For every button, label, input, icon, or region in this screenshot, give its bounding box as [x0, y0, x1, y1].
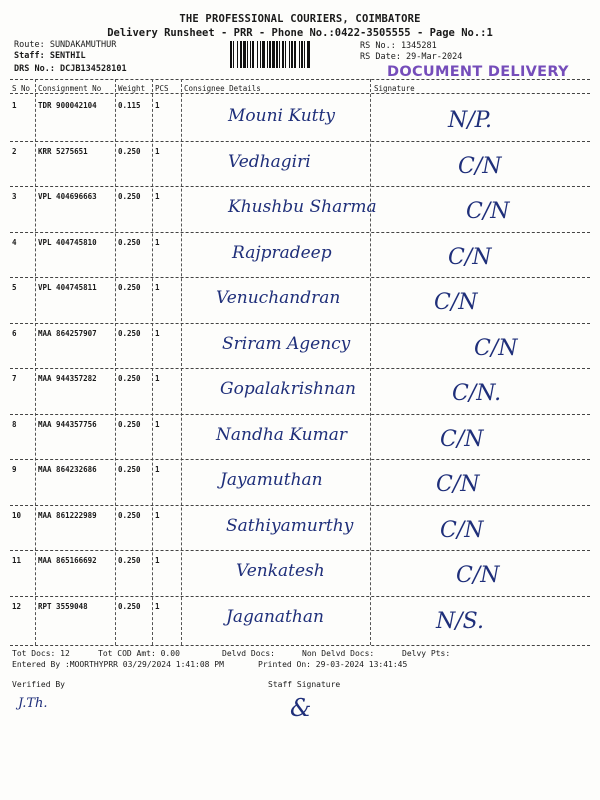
row-consignee-name: Gopalakrishnan	[220, 379, 356, 399]
row-weight: 0.250	[118, 419, 141, 429]
row-sno: 9	[12, 465, 17, 474]
row-sno: 8	[12, 419, 17, 429]
row-sno: 3	[12, 192, 17, 201]
row-pcs: 1	[155, 556, 160, 565]
barcode-bar	[272, 41, 275, 68]
row-weight: 0.250	[118, 146, 141, 156]
row-consignee-name: Sathiyamurthy	[226, 515, 354, 536]
row-pcs: 1	[155, 283, 160, 292]
barcode-bar	[294, 41, 296, 68]
barcode-bar	[276, 41, 278, 68]
row-consignment-no: MAA 944357756	[38, 419, 97, 429]
row-consignment-no: MAA 864232686	[38, 465, 97, 474]
column-divider	[370, 79, 371, 645]
table-bottom-rule	[10, 645, 590, 646]
column-divider	[181, 79, 182, 645]
row-consignee-name: Jayamuthan	[220, 470, 323, 490]
row-signature: C/N	[474, 335, 518, 361]
barcode-bar	[240, 41, 242, 68]
column-divider	[115, 79, 116, 645]
printed-on: Printed On: 29-03-2024 13:41:45	[258, 660, 408, 669]
row-weight: 0.250	[118, 374, 141, 383]
barcode-bar	[299, 41, 300, 68]
row-divider	[10, 550, 590, 551]
row-signature: C/N	[458, 153, 502, 179]
row-signature: C/N	[434, 290, 478, 315]
table-header-rule	[10, 93, 590, 94]
rs-number: RS No.: 1345281	[360, 41, 437, 51]
row-consignment-no: MAA 864257907	[38, 328, 97, 338]
verified-by-label: Verified By	[12, 680, 65, 689]
row-consignment-no: TDR 900042104	[38, 101, 97, 110]
row-weight: 0.250	[118, 510, 141, 520]
col-header-sno: S No	[12, 84, 31, 93]
staff-signature-label: Staff Signature	[268, 680, 341, 689]
row-consignee-name: Rajpradeep	[232, 242, 332, 263]
delivery-points: Delvy Pts:	[402, 649, 451, 658]
row-pcs: 1	[155, 192, 160, 201]
non-delivered-docs: Non Delvd Docs:	[302, 649, 375, 658]
row-sno: 11	[12, 556, 22, 565]
barcode-bar	[279, 41, 280, 68]
staff-signature-mark: &	[290, 694, 312, 722]
barcode-bar	[282, 41, 284, 68]
row-consignment-no: VPL 404745811	[38, 283, 97, 292]
barcode-bar	[250, 41, 251, 68]
column-divider	[152, 79, 153, 645]
col-header-pcs: PCS	[155, 84, 169, 93]
row-pcs: 1	[155, 101, 160, 110]
row-sno: 12	[12, 601, 22, 611]
barcode-bar	[260, 41, 261, 68]
row-divider	[10, 505, 590, 506]
row-signature: C/N	[436, 472, 480, 497]
total-cod-amount: Tot COD Amt: 0.00	[98, 649, 180, 658]
row-sno: 10	[12, 510, 22, 520]
drs-number: DRS No.: DCJB134528101	[14, 64, 127, 74]
row-sno: 2	[12, 146, 17, 156]
row-divider	[10, 459, 590, 460]
row-consignment-no: VPL 404696663	[38, 192, 97, 201]
barcode-bar	[269, 41, 271, 68]
barcode-bar	[243, 41, 246, 68]
page-subtitle: Delivery Runsheet - PRR - Phone No.:0422-3505555 - Page No.:1	[107, 27, 493, 39]
col-header-weight: Weight	[118, 84, 146, 93]
row-weight: 0.250	[118, 601, 141, 611]
row-pcs: 1	[155, 237, 160, 247]
row-divider	[10, 596, 590, 597]
row-consignee-name: Nandha Kumar	[216, 424, 347, 445]
barcode	[229, 41, 354, 68]
col-header-consignee: Consignee Details	[184, 84, 261, 93]
row-weight: 0.250	[118, 328, 141, 338]
verified-by-initials: J.Th.	[18, 696, 48, 711]
row-signature: C/N	[448, 244, 492, 270]
barcode-bar	[247, 41, 248, 68]
row-signature: N/S.	[436, 608, 484, 634]
barcode-bar	[237, 41, 238, 68]
staff-label: Staff: SENTHIL	[14, 51, 86, 61]
row-consignee-name: Venkatesh	[236, 561, 325, 581]
row-signature: N/P.	[448, 108, 492, 133]
row-weight: 0.250	[118, 465, 141, 474]
row-signature: C/N	[440, 426, 484, 452]
row-divider	[10, 186, 590, 187]
row-pcs: 1	[155, 510, 160, 520]
row-signature: C/N	[456, 563, 500, 588]
barcode-bar	[262, 41, 265, 68]
entered-by: Entered By :MOORTHYPRR 03/29/2024 1:41:08 PM	[12, 660, 224, 669]
col-header-consignment: Consignment No	[38, 84, 102, 93]
table-top-rule	[10, 79, 590, 80]
row-consignment-no: MAA 865166692	[38, 556, 97, 565]
barcode-bar	[233, 41, 234, 68]
row-divider	[10, 368, 590, 369]
row-divider	[10, 141, 590, 142]
row-consignee-name: Jaganathan	[226, 606, 324, 627]
document-delivery-stamp: DOCUMENT DELIVERY	[387, 64, 569, 80]
barcode-bar	[257, 41, 258, 68]
row-consignment-no: VPL 404745810	[38, 237, 97, 247]
barcode-bar	[289, 41, 290, 68]
route-label: Route: SUNDAKAMUTHUR	[14, 40, 117, 50]
row-signature: C/N	[440, 517, 484, 543]
barcode-bar	[301, 41, 303, 68]
page-title: THE PROFESSIONAL COURIERS, COIMBATORE	[179, 13, 421, 25]
row-sno: 6	[12, 328, 17, 338]
row-weight: 0.250	[118, 237, 141, 247]
row-weight: 0.250	[118, 192, 141, 201]
row-pcs: 1	[155, 601, 160, 611]
barcode-bar	[291, 41, 293, 68]
row-signature: C/N.	[452, 381, 502, 406]
barcode-bar	[307, 41, 310, 68]
row-pcs: 1	[155, 465, 160, 474]
row-consignee-name: Mouni Kutty	[228, 106, 335, 126]
row-consignment-no: RPT 3559048	[38, 601, 88, 611]
row-consignment-no: MAA 944357282	[38, 374, 97, 383]
row-consignment-no: KRR 5275651	[38, 146, 88, 156]
row-consignee-name: Sriram Agency	[222, 333, 351, 354]
delivered-docs: Delvd Docs:	[222, 649, 275, 658]
column-divider	[35, 79, 36, 645]
row-consignee-name: Vedhagiri	[228, 151, 311, 172]
row-sno: 4	[12, 237, 17, 247]
barcode-bar	[230, 41, 232, 68]
row-sno: 5	[12, 283, 17, 292]
row-weight: 0.115	[118, 101, 141, 110]
col-header-signature: Signature	[374, 84, 415, 93]
row-divider	[10, 277, 590, 278]
barcode-bar	[267, 41, 268, 68]
row-sno: 7	[12, 374, 17, 383]
total-docs: Tot Docs: 12	[12, 649, 70, 658]
row-weight: 0.250	[118, 283, 141, 292]
row-sno: 1	[12, 101, 17, 110]
row-consignment-no: MAA 861222989	[38, 510, 97, 520]
row-consignee-name: Khushbu Sharma	[228, 197, 377, 217]
rs-date: RS Date: 29-Mar-2024	[360, 52, 463, 62]
row-pcs: 1	[155, 374, 160, 383]
row-pcs: 1	[155, 328, 160, 338]
row-signature: C/N	[466, 199, 510, 224]
row-consignee-name: Venuchandran	[216, 288, 341, 308]
barcode-bar	[285, 41, 286, 68]
row-divider	[10, 414, 590, 415]
row-divider	[10, 232, 590, 233]
row-divider	[10, 323, 590, 324]
barcode-bar	[252, 41, 254, 68]
row-weight: 0.250	[118, 556, 141, 565]
row-pcs: 1	[155, 146, 160, 156]
barcode-bar	[304, 41, 305, 68]
row-pcs: 1	[155, 419, 160, 429]
